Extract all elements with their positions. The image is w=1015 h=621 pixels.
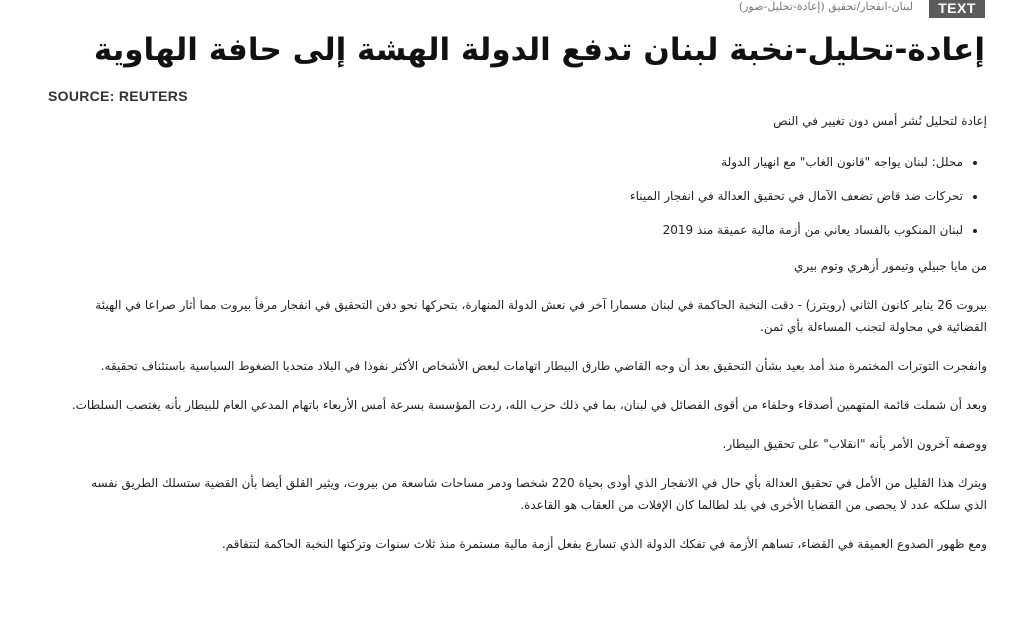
byline: من مايا جبيلي وتيمور أزهري وتوم بيري [793, 259, 987, 273]
article-paragraph: وبعد أن شملت قائمة المتهمين أصدقاء وحلفاء من أقوى الفصائل في لبنان، بما في ذلك حزب الله، ردت المؤسسة بسرعة أمس الأربعاء باتهام المدعي العام للبيطار بأنه يغتصب السلطات. [71, 398, 987, 412]
article-paragraph: بيروت 26 يناير كانون الثاني (رويترز) - دقت النخبة الحاكمة في لبنان مسمارا آخر في نعش الدولة المنهارة، بتحركها نحو دفن التحقيق في انفجار مرفأ بيروت مما أثار صراعا في الهيئة القضائية في محاولة لتجنب المساءلة بأي ثمن. [95, 298, 987, 334]
content-type-tag: TEXT [929, 0, 985, 18]
summary-bullets [70, 151, 987, 241]
editor-note: إعادة لتحليل نُشر أمس دون تغيير في النص [773, 114, 987, 128]
article-paragraph: ومع ظهور الصدوع العميقة في القضاء، تساهم الأزمة في تفكك الدولة الذي تسارع بفعل أزمة مالية مستمرة منذ ثلاث سنوات وتركتها النخبة الحاكمة لتتفاقم. [221, 537, 987, 551]
article-paragraph: وانفجرت التوترات المختمرة منذ أمد بعيد بشأن التحقيق بعد أن وجه القاضي طارق البيطار اتهامات لبعض الأشخاص الأكثر نفوذا في البلاد متحديا الضغوط السياسية باستئناف تحقيقه. [100, 359, 987, 373]
top-bar [0, 0, 1015, 18]
article-paragraph: ووصفه آخرون الأمر بأنه "انقلاب" على تحقيق البيطار. [722, 437, 987, 451]
summary-bullet: • محلل: لبنان يواجه "قانون الغاب" مع انهيار الدولة [70, 151, 963, 173]
article-source: SOURCE: REUTERS [48, 88, 188, 104]
breadcrumb[interactable]: لبنان-انفجار/تحقيق (إعادة-تحليل-صور) [738, 0, 913, 13]
article-body [70, 110, 987, 572]
article-headline: إعادة-تحليل-نخبة لبنان تدفع الدولة الهشة إلى حافة الهاوية [93, 32, 985, 68]
summary-bullet: • تحركات ضد قاض تضعف الآمال في تحقيق العدالة في انفجار الميناء [70, 185, 963, 207]
summary-bullet: • لبنان المنكوب بالفساد يعاني من أزمة مالية عميقة منذ 2019 [70, 219, 963, 241]
article-paragraph: ويترك هذا القليل من الأمل في تحقيق العدالة بأي حال في الانفجار الذي أودى بحياة 220 شخصا ودمر مساحات شاسعة من بيروت، ويثير القلق أيضا بأن القضية ستسلك الطريق نفسه الذي سلكه عدد لا يحصى من القضايا الأخرى في بلد لطالما كان الإفلات من العقاب هو القاعدة. [91, 476, 987, 512]
